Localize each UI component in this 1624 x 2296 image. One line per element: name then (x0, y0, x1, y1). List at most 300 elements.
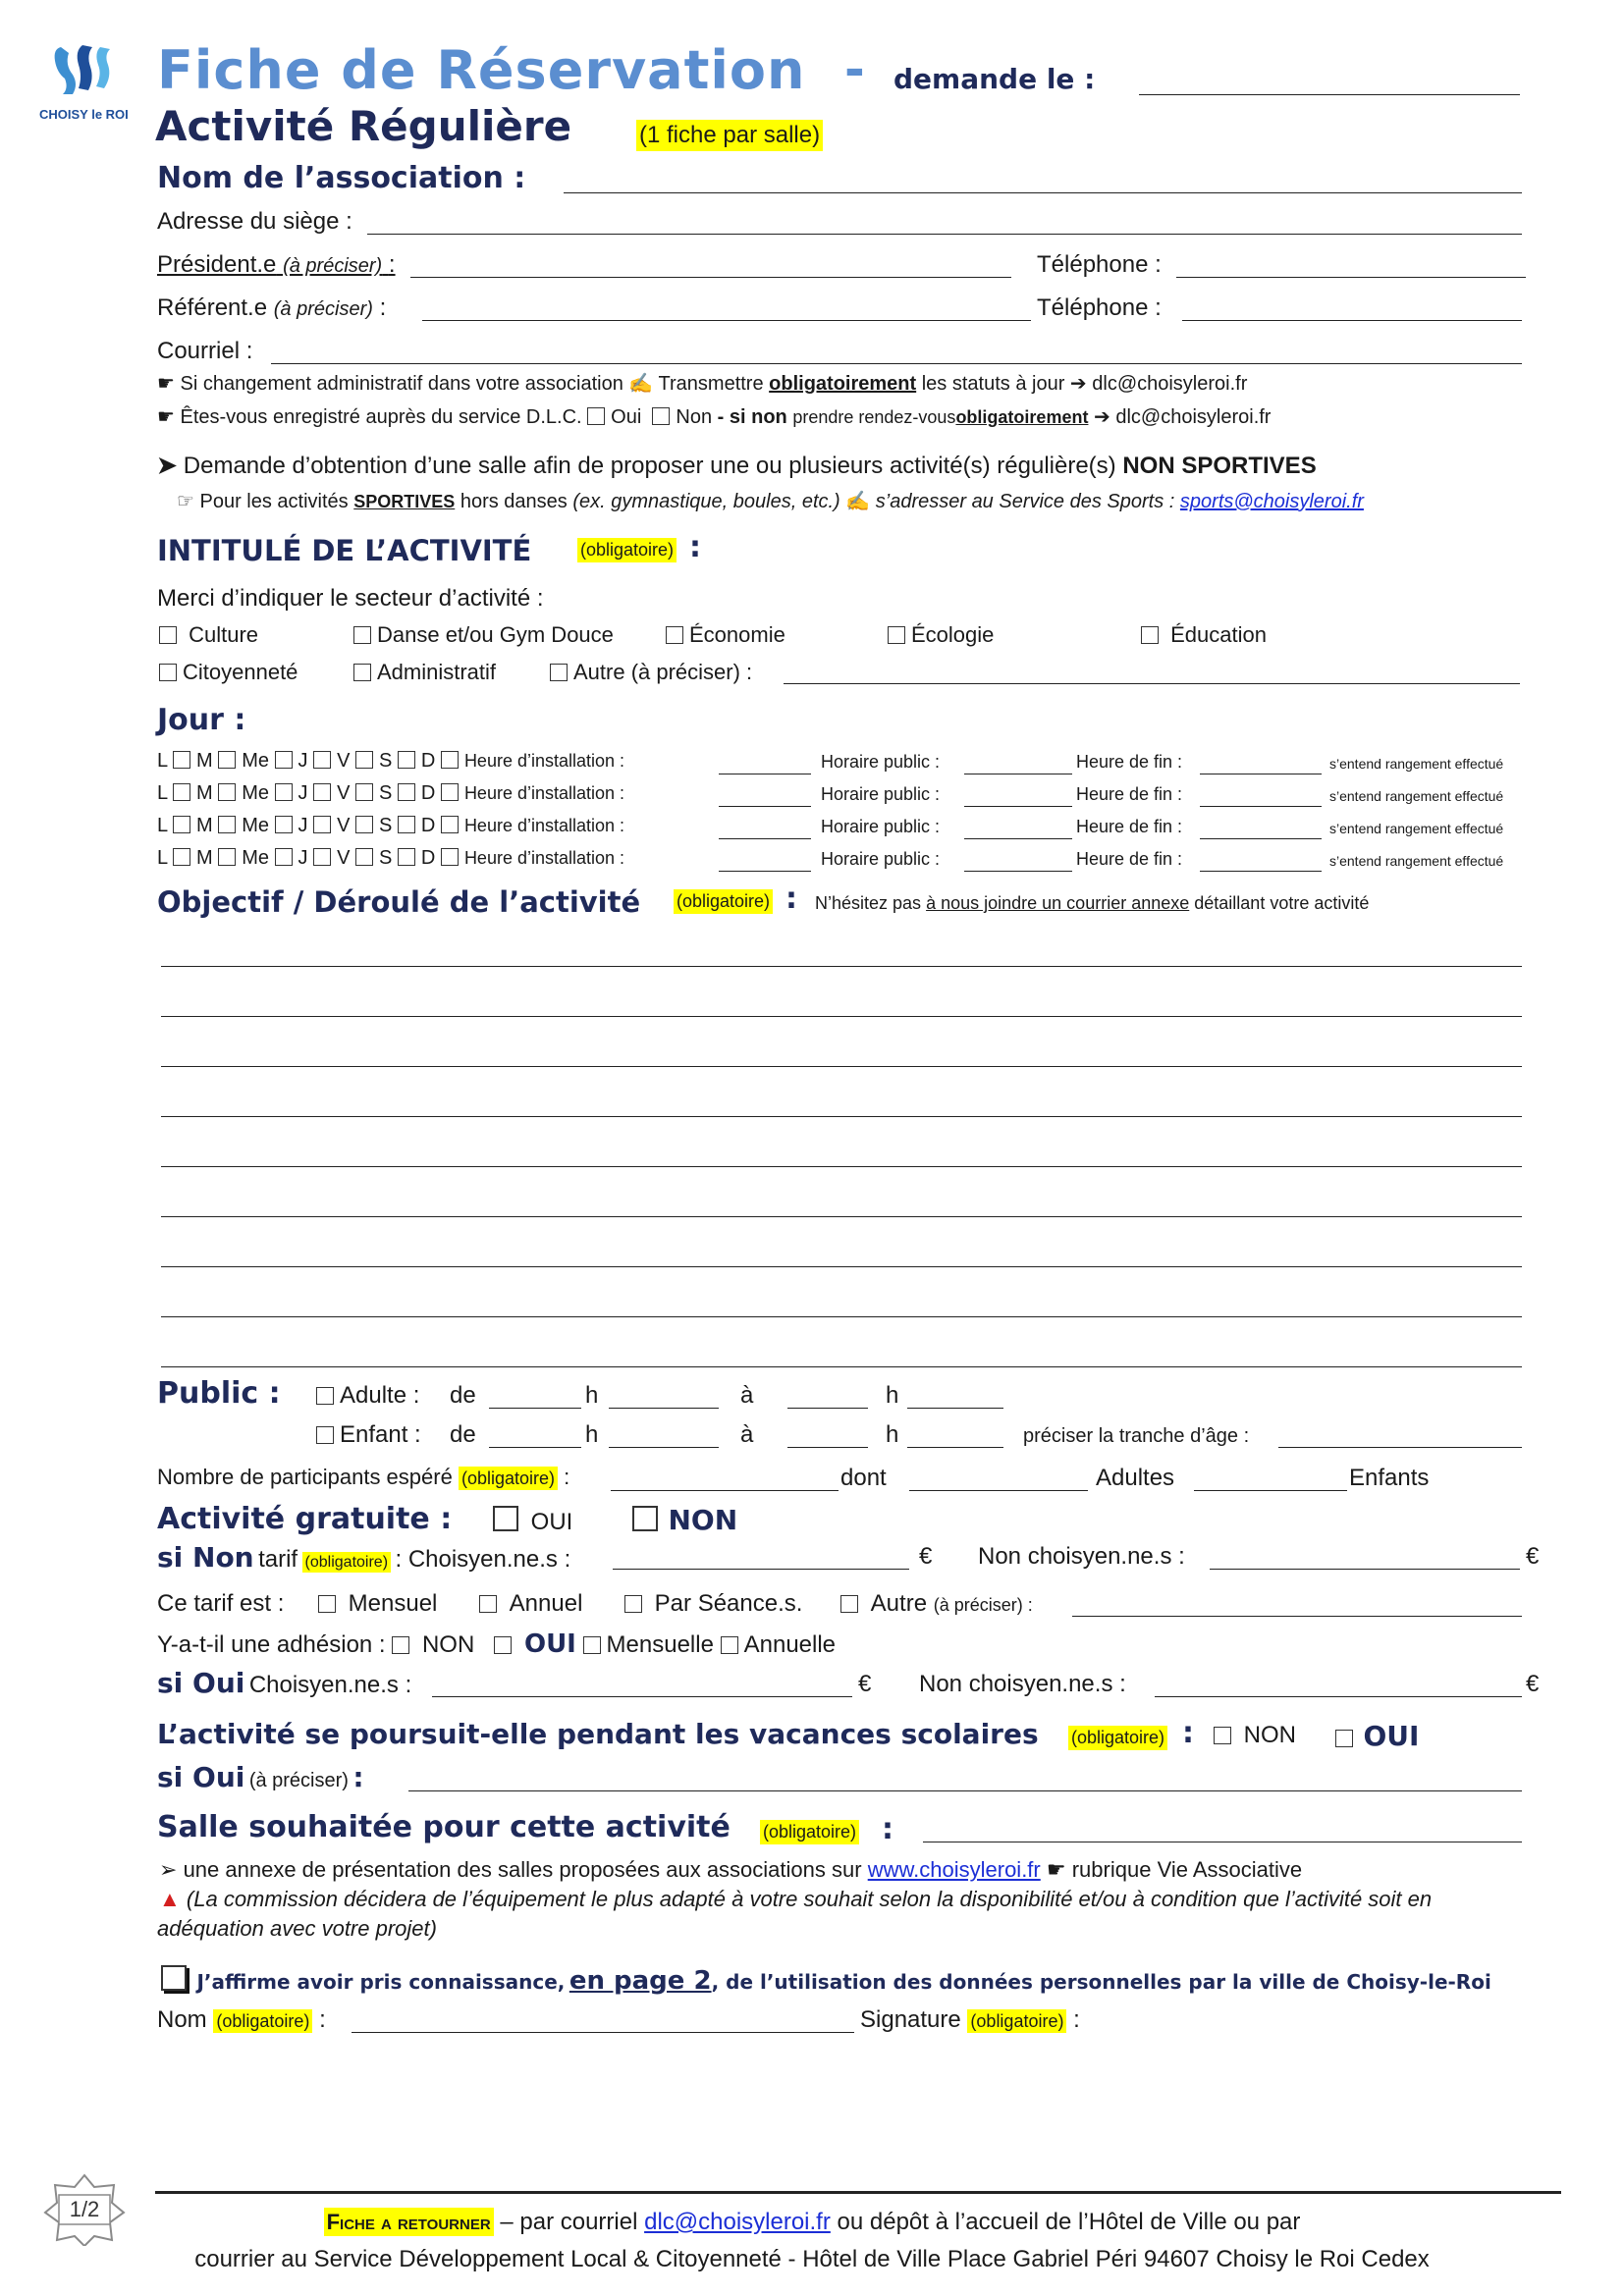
rangement-note: s’entend rangement effectué (1329, 853, 1504, 869)
secteur-ecologie-checkbox[interactable] (888, 626, 905, 644)
affirm-checkbox[interactable] (161, 1965, 187, 1991)
tranche-field[interactable] (1278, 1447, 1522, 1448)
vacances-hint: (à préciser) (248, 1770, 349, 1791)
dont-label: dont (840, 1465, 887, 1491)
gratuite-non-checkbox[interactable] (632, 1506, 658, 1531)
objectif-line[interactable] (161, 1166, 1522, 1167)
day-checkbox[interactable] (173, 816, 190, 833)
adhesion-mensuelle-checkbox[interactable] (583, 1636, 601, 1654)
adulte-min2-field[interactable] (907, 1408, 1003, 1409)
salle-annexe-note (159, 1857, 1302, 1883)
adulte-h2: h (886, 1382, 899, 1409)
tarif-autre (840, 1590, 1033, 1618)
public-label: Public : (157, 1376, 281, 1411)
day-label: L (157, 782, 168, 804)
logo (39, 39, 128, 133)
referent-label-text: Référent.e (157, 294, 268, 321)
installation-field[interactable] (719, 838, 811, 839)
vacances-oui (1335, 1720, 1419, 1752)
day-label: J (298, 782, 308, 804)
adhesion-annuelle-label: Annuelle (743, 1631, 837, 1658)
pen-icon: ✍ (628, 373, 654, 395)
horaire-public-field[interactable] (964, 871, 1072, 872)
day-checkbox[interactable] (313, 751, 331, 769)
tarif-row (157, 1541, 570, 1574)
day-checkbox[interactable] (355, 848, 373, 866)
footer-line-1 (0, 2209, 1624, 2236)
secteur-ecologie[interactable] (888, 622, 994, 648)
vacances-non-label: NON (1243, 1722, 1297, 1748)
adhesion-euro2: € (1526, 1671, 1540, 1697)
day-label: M (195, 782, 213, 804)
salle-label: Salle souhaitée pour cette activité (157, 1810, 731, 1844)
day-label: S (379, 847, 393, 869)
ce-tarif-label: Ce tarif est : (157, 1590, 285, 1617)
secteur-education-checkbox[interactable] (1141, 626, 1159, 644)
secteur-autre-checkbox[interactable] (550, 664, 568, 681)
jour-row (157, 750, 624, 773)
president-telephone-label: Téléphone : (1037, 251, 1162, 278)
demande-date-field[interactable] (1139, 94, 1520, 95)
secteur-economie[interactable] (666, 622, 785, 648)
secteur-citoyennete-label: Citoyenneté (183, 660, 298, 684)
annexe-link[interactable]: www.choisyleroi.fr (867, 1857, 1041, 1882)
horaire-public-label: Horaire public : (821, 784, 941, 804)
note2-email[interactable]: dlc@choisyleroi.fr (1115, 406, 1272, 428)
logo-text: CHOISY le ROI (39, 107, 129, 122)
note2-c: prendre rendez-vous (792, 407, 956, 427)
day-label: V (337, 815, 351, 836)
installation-label: Heure d’installation : (463, 751, 625, 771)
enfant-de: de (450, 1421, 476, 1448)
gratuite-non (632, 1504, 737, 1536)
day-label: D (420, 782, 436, 804)
jour-row (157, 847, 624, 870)
commission-note-1 (159, 1887, 1432, 1912)
intitule-colon: : (689, 530, 701, 564)
day-label: M (195, 815, 213, 836)
admin-change-note (157, 371, 1247, 396)
day-checkbox[interactable] (441, 751, 459, 769)
dlc-oui-checkbox[interactable] (587, 407, 605, 425)
day-checkbox[interactable] (313, 816, 331, 833)
gratuite-oui-label: OUI (530, 1509, 573, 1535)
public-adulte-row (316, 1382, 419, 1410)
objectif-line[interactable] (161, 1216, 1522, 1217)
day-checkbox[interactable] (313, 848, 331, 866)
note2-a: Êtes-vous enregistré auprès du service D.L.C. (180, 406, 582, 428)
heure-fin-field[interactable] (1200, 871, 1322, 872)
courriel-label: Courriel : (157, 338, 253, 364)
adultes-label: Adultes (1096, 1465, 1175, 1491)
tarif-obligatoire: (obligatoire) (302, 1552, 391, 1573)
day-label: Me (242, 750, 269, 772)
enfant-a: à (740, 1421, 754, 1448)
referent-telephone-label: Téléphone : (1037, 294, 1162, 321)
day-label: S (379, 815, 393, 836)
adulte-de: de (450, 1382, 476, 1409)
note1-c: obligatoirement (769, 373, 917, 395)
adhesion-label: Y-a-t-il une adhésion : (157, 1631, 386, 1658)
secteur-autre-label: Autre (à préciser) : (573, 660, 753, 684)
installation-field[interactable] (719, 806, 811, 807)
enfants-label: Enfants (1349, 1465, 1430, 1491)
adhesion-annuelle-checkbox[interactable] (721, 1636, 738, 1654)
day-checkbox[interactable] (313, 783, 331, 801)
tarif-seance-checkbox[interactable] (624, 1595, 642, 1613)
enfant-min-field[interactable] (609, 1447, 719, 1448)
public-enfant-checkbox[interactable] (316, 1426, 334, 1444)
adhesion-non-choisyen-field[interactable] (1155, 1696, 1522, 1697)
nom-field[interactable] (352, 2032, 854, 2033)
demande-line (157, 452, 1317, 480)
signature-row-nom (157, 2006, 326, 2034)
installation-field[interactable] (719, 871, 811, 872)
day-checkbox[interactable] (218, 848, 236, 866)
note2-b: - si non (717, 406, 787, 428)
tarif-annuel-label: Annuel (509, 1590, 583, 1617)
tarif-choisyen-field[interactable] (613, 1569, 909, 1570)
tarif-seance (624, 1590, 802, 1618)
day-label: S (379, 782, 393, 804)
rangement-note: s’entend rangement effectué (1329, 788, 1504, 804)
adhesion-choisyen-field[interactable] (432, 1696, 852, 1697)
adulte-a-field[interactable] (787, 1408, 868, 1409)
adresse-field[interactable] (367, 234, 1522, 235)
day-label: D (420, 815, 436, 836)
tarif-autre-field[interactable] (1072, 1616, 1522, 1617)
affirm-b: en page 2 (568, 1966, 712, 1996)
adhesion-non-label: NON (421, 1631, 475, 1658)
day-checkbox[interactable] (275, 751, 293, 769)
jour-row (157, 815, 624, 837)
adhesion-non-checkbox[interactable] (392, 1636, 409, 1654)
vacances-precision-row (157, 1761, 364, 1793)
note2-oui: Oui (611, 406, 642, 428)
affirm-row (161, 1965, 1491, 1996)
adresse-label: Adresse du siège : (157, 208, 352, 235)
vacances-non-checkbox[interactable] (1214, 1727, 1231, 1744)
secteur-citoyennete-checkbox[interactable] (159, 664, 177, 681)
tarif-euro2: € (1526, 1543, 1540, 1570)
intitule-obligatoire: (obligatoire) (577, 538, 677, 562)
gratuite-oui (493, 1506, 572, 1536)
chevron-right-icon: ➢ (159, 1857, 178, 1882)
president-label-text: Président.e (157, 251, 277, 278)
note1-a: Si changement administratif dans votre association (180, 373, 623, 395)
secteur-ecologie-label: Écologie (911, 622, 995, 647)
day-label: L (157, 847, 168, 869)
day-checkbox[interactable] (275, 848, 293, 866)
warning-triangle-icon: ▲ (159, 1887, 181, 1911)
rangement-note: s’entend rangement effectué (1329, 821, 1504, 836)
note2-d: obligatoirement (955, 407, 1089, 427)
vacances-oui-checkbox[interactable] (1335, 1730, 1353, 1747)
objectif-line[interactable] (161, 1066, 1522, 1067)
enfant-h2: h (886, 1421, 899, 1448)
day-checkbox[interactable] (398, 848, 415, 866)
day-label: Me (242, 782, 269, 804)
secteur-danse[interactable] (353, 622, 614, 648)
day-label: M (195, 750, 213, 772)
tarif-non-choisyen: Non choisyen.ne.s : (978, 1543, 1185, 1570)
demande-text: Demande d’obtention d’une salle afin de proposer une ou plusieurs activité(s) régulière(s) (183, 453, 1116, 479)
objectif-note (815, 893, 1369, 914)
day-checkbox[interactable] (173, 848, 190, 866)
sport-c: hors danses (460, 491, 568, 512)
secteur-danse-label: Danse et/ou Gym Douce (377, 622, 614, 647)
commission-1: (La commission décidera de l’équipement le plus adapté à votre souhait selon la disponibilité et/ou à condition que l’activité soit en (186, 1887, 1433, 1911)
president-field[interactable] (410, 277, 1011, 278)
nombre-obligatoire: (obligatoire) (459, 1467, 558, 1490)
heure-fin-field[interactable] (1200, 806, 1322, 807)
pen-icon: ✍ (845, 491, 871, 512)
president-colon: : (388, 251, 396, 278)
secteur-administratif-label: Administratif (377, 660, 497, 684)
public-adulte-checkbox[interactable] (316, 1387, 334, 1405)
sport-email-link[interactable]: sports@choisyleroi.fr (1179, 491, 1364, 512)
adulte-min-field[interactable] (609, 1408, 719, 1409)
day-label: Me (242, 815, 269, 836)
courriel-field[interactable] (271, 363, 1522, 364)
hand-point-icon: ☛ (157, 373, 175, 395)
horaire-public-field[interactable] (964, 838, 1072, 839)
president-telephone-field[interactable] (1176, 277, 1526, 278)
nom-colon: : (319, 2006, 326, 2033)
adultes-count-field[interactable] (909, 1490, 1088, 1491)
adhesion-non-choisyen: Non choisyen.ne.s : (919, 1671, 1126, 1697)
adhesion-choisyen: Choisyen.ne.s : (248, 1672, 412, 1698)
secteur-culture-checkbox[interactable] (159, 626, 177, 644)
day-checkbox[interactable] (441, 783, 459, 801)
day-checkbox[interactable] (218, 783, 236, 801)
fiche-retourner-label: Fiche a retourner (324, 2208, 494, 2236)
tarif-mensuel-label: Mensuel (348, 1590, 438, 1617)
tarif-choisyen: : Choisyen.ne.s : (395, 1546, 571, 1573)
day-checkbox[interactable] (173, 751, 190, 769)
objectif-line[interactable] (161, 966, 1522, 967)
day-label: L (157, 750, 168, 772)
signature-row-sign (860, 2006, 1080, 2034)
tarif-non-choisyen-field[interactable] (1210, 1569, 1520, 1570)
nombre-colon: : (564, 1465, 570, 1489)
day-checkbox[interactable] (398, 816, 415, 833)
enfant-min2-field[interactable] (907, 1447, 1003, 1448)
secteur-administratif[interactable] (353, 660, 496, 685)
objectif-label: Objectif / Déroulé de l’activité (157, 885, 641, 919)
objectif-line[interactable] (161, 1366, 1522, 1367)
secteur-label: Merci d’indiquer le secteur d’activité : (157, 585, 544, 612)
tarif-mensuel-checkbox[interactable] (318, 1595, 336, 1613)
adhesion-tarif-row (157, 1667, 411, 1699)
adhesion-oui-checkbox[interactable] (494, 1636, 512, 1654)
day-checkbox[interactable] (355, 816, 373, 833)
nombre-label (157, 1465, 569, 1490)
hand-point-icon: ☛ (1046, 1857, 1066, 1882)
sport-b: SPORTIVES (353, 492, 456, 511)
signature-obligatoire: (obligatoire) (967, 2009, 1066, 2033)
enfant-de-field[interactable] (489, 1447, 581, 1448)
objectif-note-c: détaillant votre activité (1194, 893, 1370, 913)
day-checkbox[interactable] (441, 816, 459, 833)
day-label: M (195, 847, 213, 869)
vacances-colon2: : (352, 1761, 364, 1793)
public-adulte-label: Adulte : (340, 1382, 420, 1409)
gratuite-label: Activité gratuite : (157, 1502, 453, 1536)
public-enfant-row (316, 1421, 421, 1449)
vacances-label: L’activité se poursuit-elle pendant les vacances scolaires (157, 1718, 1039, 1750)
objectif-obligatoire: (obligatoire) (674, 889, 773, 914)
page-title: Fiche de Réservation (157, 39, 806, 101)
installation-label: Heure d’installation : (463, 848, 625, 868)
referent-field[interactable] (422, 320, 1031, 321)
referent-colon: : (379, 294, 387, 321)
heure-fin-label: Heure de fin : (1076, 849, 1183, 869)
tarif-annuel-checkbox[interactable] (479, 1595, 497, 1613)
arrow-icon: ➔ (1069, 373, 1087, 395)
objectif-line[interactable] (161, 1016, 1522, 1017)
heure-fin-label: Heure de fin : (1076, 784, 1183, 804)
intitule-label: INTITULÉ DE L’ACTIVITÉ (157, 534, 532, 567)
day-label: D (420, 847, 436, 869)
objectif-note-a: N’hésitez pas (815, 893, 922, 913)
arrow-icon: ➔ (1094, 406, 1110, 428)
heure-fin-label: Heure de fin : (1076, 752, 1183, 772)
hand-point-icon: ☛ (157, 406, 175, 428)
day-checkbox[interactable] (275, 816, 293, 833)
jour-label: Jour : (157, 703, 246, 737)
note1-email[interactable]: dlc@choisyleroi.fr (1092, 373, 1248, 395)
sport-e: s’adresser au Service des Sports : (875, 491, 1175, 512)
annexe-a: une annexe de présentation des salles proposées aux associations sur (183, 1857, 862, 1882)
footer-email-link[interactable]: dlc@choisyleroi.fr (644, 2209, 831, 2235)
nombre-field[interactable] (611, 1490, 839, 1491)
day-checkbox[interactable] (173, 783, 190, 801)
day-checkbox[interactable] (355, 751, 373, 769)
day-label: V (337, 847, 351, 869)
demande-non-sportives: NON SPORTIVES (1122, 453, 1317, 479)
subtitle: Activité Régulière (155, 102, 572, 150)
dlc-non-checkbox[interactable] (652, 407, 670, 425)
enfant-a-field[interactable] (787, 1447, 868, 1448)
nom-association-field[interactable] (564, 192, 1522, 193)
vacances-obligatoire: (obligatoire) (1068, 1726, 1167, 1750)
day-label: J (298, 815, 308, 836)
adhesion-oui-label: OUI (523, 1629, 576, 1659)
referent-label (157, 294, 386, 322)
objectif-line[interactable] (161, 1116, 1522, 1117)
commission-2: adéquation avec votre projet) (157, 1916, 437, 1941)
sport-note (177, 489, 1364, 513)
adulte-de-field[interactable] (489, 1408, 581, 1409)
nombre-label-text: Nombre de participants espéré (157, 1465, 453, 1489)
note1-d: les statuts à jour (921, 373, 1065, 395)
day-checkbox[interactable] (355, 783, 373, 801)
day-label: J (298, 750, 308, 772)
secteur-autre-field[interactable] (784, 683, 1520, 684)
heure-fin-field[interactable] (1200, 838, 1322, 839)
day-checkbox[interactable] (218, 816, 236, 833)
day-label: Me (242, 847, 269, 869)
day-label: D (420, 750, 436, 772)
vacances-colon: : (1182, 1716, 1194, 1750)
si-oui-label: si Oui (157, 1667, 245, 1699)
footer-rule (155, 2191, 1561, 2194)
signature-label: Signature (860, 2006, 961, 2033)
subtitle-note: (1 fiche par salle) (636, 120, 823, 151)
day-checkbox[interactable] (398, 783, 415, 801)
day-label: V (337, 782, 351, 804)
adhesion-row (157, 1629, 836, 1659)
vacances-precision-field[interactable] (408, 1790, 1522, 1791)
gratuite-oui-checkbox[interactable] (493, 1506, 518, 1531)
secteur-culture-label: Culture (189, 622, 259, 647)
logo-emblem-icon (39, 39, 128, 98)
tarif-annuel (479, 1590, 582, 1618)
secteur-culture[interactable] (159, 622, 258, 648)
secteur-autre[interactable] (550, 660, 752, 685)
day-checkbox[interactable] (218, 751, 236, 769)
secteur-danse-checkbox[interactable] (353, 626, 371, 644)
rangement-note: s’entend rangement effectué (1329, 756, 1504, 772)
nom-label: Nom (157, 2006, 207, 2033)
title-dash: - (844, 41, 865, 98)
installation-label: Heure d’installation : (463, 816, 625, 835)
horaire-public-label: Horaire public : (821, 849, 941, 869)
dlc-registration-note (157, 404, 1271, 429)
affirm-a: J’affirme avoir pris connaissance, (196, 1970, 566, 1994)
tranche-label: préciser la tranche d’âge : (1023, 1425, 1250, 1447)
horaire-public-field[interactable] (964, 806, 1072, 807)
day-label: L (157, 815, 168, 836)
day-checkbox[interactable] (441, 848, 459, 866)
commission-note-2 (157, 1916, 437, 1942)
footer-line1-b: ou dépôt à l’accueil de l’Hôtel de Ville ou par (837, 2209, 1301, 2235)
annexe-b: rubrique Vie Associative (1071, 1857, 1303, 1882)
president-hint: (à préciser) (283, 255, 383, 277)
enfant-h1: h (585, 1421, 599, 1448)
secteur-economie-label: Économie (689, 622, 785, 647)
vacances-oui-label: OUI (1363, 1720, 1420, 1752)
day-label: J (298, 847, 308, 869)
secteur-education[interactable] (1141, 622, 1267, 648)
president-label (157, 251, 396, 279)
note1-b: Transmettre (658, 373, 764, 395)
horaire-public-label: Horaire public : (821, 817, 941, 836)
secteur-economie-checkbox[interactable] (666, 626, 683, 644)
secteur-education-label: Éducation (1170, 622, 1267, 647)
tarif-autre-hint: (à préciser) : (933, 1595, 1033, 1615)
horaire-public-label: Horaire public : (821, 752, 941, 772)
objectif-line[interactable] (161, 1266, 1522, 1267)
referent-telephone-field[interactable] (1182, 320, 1522, 321)
tarif-autre-checkbox[interactable] (840, 1595, 858, 1613)
adulte-a: à (740, 1382, 754, 1409)
day-label: V (337, 750, 351, 772)
objectif-note-b: à nous joindre un courrier annexe (926, 893, 1190, 913)
vacances-si-oui: si Oui (157, 1761, 245, 1793)
day-checkbox[interactable] (275, 783, 293, 801)
day-checkbox[interactable] (398, 751, 415, 769)
secteur-citoyennete[interactable] (159, 660, 298, 685)
installation-label: Heure d’installation : (463, 783, 625, 803)
secteur-administratif-checkbox[interactable] (353, 664, 371, 681)
tarif-seance-label: Par Séance.s. (654, 1590, 803, 1617)
demande-label: demande le : (893, 63, 1096, 95)
enfants-count-field[interactable] (1194, 1490, 1347, 1491)
objectif-colon: : (785, 881, 797, 916)
objectif-line[interactable] (161, 1316, 1522, 1317)
